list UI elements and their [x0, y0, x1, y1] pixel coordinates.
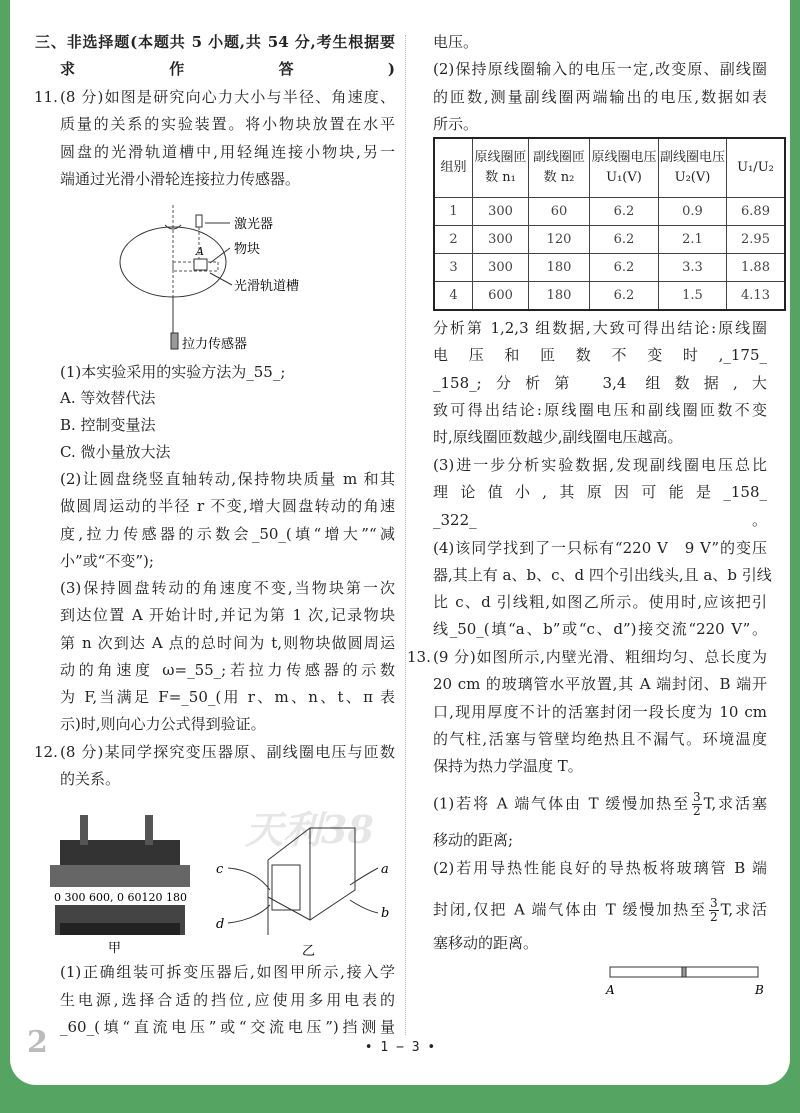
table-cell: 600 [473, 282, 529, 311]
text-line: 分析第 1,2,3 组数据,大致可得出结论:原线圈 [433, 319, 767, 337]
text-line: (2)若用导热性能良好的导热板将玻璃管 B 端 [433, 859, 767, 877]
page-number: • 1 − 3 • [364, 1040, 436, 1055]
watermark: 天利38 [245, 807, 374, 852]
table-header: 原线圈匝数 n₁ [473, 138, 529, 198]
centripetal-apparatus-figure [110, 205, 340, 355]
table-cell: 4.13 [727, 282, 786, 311]
table-row [434, 254, 785, 282]
text-line: 小”或“不变”); [60, 552, 154, 570]
text-line: 为 F,当满足 F=_50_(用 r、m、n、t、π 表 [60, 688, 395, 706]
text-line: (1)正确组装可拆变压器后,如图甲所示,接入学 [60, 963, 395, 981]
table-cell: 1 [434, 198, 473, 226]
table-cell: 6.2 [590, 226, 659, 254]
table-header: U₁/U₂ [727, 138, 786, 198]
fraction: $\frac{3}{2}$ [709, 896, 718, 924]
column-divider [405, 35, 406, 1035]
text-line: 线_50_(填“a、b”或“c、d”)接交流“220 V”。 [433, 620, 767, 638]
table-cell: 1.5 [659, 282, 727, 311]
table-cell: 6.2 [590, 282, 659, 311]
text-line: 的关系。 [60, 770, 121, 788]
transformer-figure [50, 805, 395, 960]
lead-c: c [216, 862, 224, 877]
table-header: 组别 [434, 138, 473, 198]
text-line: C. 微小量放大法 [60, 443, 171, 461]
text-line: 移动的距离; [433, 831, 514, 849]
text-line: 理论值小,其原因可能是_158_ [433, 483, 767, 501]
text-line: (1)若将 A 端气体由 T 缓慢加热至 $\frac{3}{2}$ T,求活塞 [433, 790, 767, 818]
text-line: (1)本实验采用的实验方法为_55_; [60, 363, 286, 381]
scale-label: 0 300 600, 0 60120 180 [54, 891, 187, 904]
groove-label: 光滑轨道槽 [234, 279, 300, 294]
text-line: 时,原线圈匝数越少,副线圈电压越高。 [433, 428, 683, 446]
text-line: 圆盘的光滑轨道槽中,用轻绳连接小物块,另一 [60, 143, 395, 161]
text-line: (3)进一步分析实验数据,发现副线圈电压总比 [433, 456, 767, 474]
text-line: (4)该同学找到了一只标有“220 V 9 V”的变压 [433, 539, 767, 557]
data-table [433, 137, 786, 311]
table-cell: 4 [434, 282, 473, 311]
text-line: 塞移动的距离。 [433, 934, 539, 952]
text-line: 端通过光滑小滑轮连接拉力传感器。 [60, 170, 301, 188]
text-line: 保持为热力学温度 T。 [433, 757, 583, 775]
table-cell: 300 [473, 254, 529, 282]
text-line: 所示。 [433, 115, 479, 133]
side-page-number: 2 [27, 1025, 48, 1060]
table-cell: 3 [434, 254, 473, 282]
table-header: 原线圈电压 U₁(V) [590, 138, 659, 198]
glass-tube-figure [600, 962, 770, 1002]
table-cell: 180 [529, 254, 590, 282]
text-line: 质量的关系的实验装置。将小物块放置在水平 [60, 115, 395, 133]
table-cell: 1.88 [727, 254, 786, 282]
text-line: 封闭,仅把 A 端气体由 T 缓慢加热至 $\frac{3}{2}$ T,求活 [433, 896, 767, 924]
table-cell: 180 [529, 282, 590, 311]
lead-b: b [381, 906, 390, 921]
table-cell: 2.1 [659, 226, 727, 254]
sensor-label: 拉力传感器 [182, 337, 248, 352]
text-line: (8 分)如图是研究向心力大小与半径、角速度、 [60, 88, 395, 106]
table-cell: 300 [473, 198, 529, 226]
text-line: _60_(填“直流电压”或“交流电压”)挡测量 [60, 1018, 395, 1036]
text-line: (9 分)如图所示,内壁光滑、粗细均匀、总长度为 [433, 648, 767, 666]
table-row [434, 198, 785, 226]
table-cell: 60 [529, 198, 590, 226]
text-line: 求作答) [60, 60, 395, 78]
question-number: 11. [34, 88, 58, 106]
end-b-label: B [755, 983, 764, 997]
table-row [434, 282, 785, 311]
text-line: 致可得出结论:原线圈电压和副线圈匝数不变 [433, 401, 767, 419]
point-a-label: A [196, 245, 204, 258]
laser-label: 激光器 [234, 217, 274, 232]
table-cell: 6.2 [590, 198, 659, 226]
text-line: (2)让圆盘绕竖直轴转动,保持物块质量 m 和其 [60, 470, 395, 488]
block-label: 物块 [234, 242, 261, 257]
question-number: 12. [34, 743, 58, 761]
table-cell: 300 [473, 226, 529, 254]
text-line: (3)保持圆盘转动的角速度不变,当物块第一次 [60, 579, 395, 597]
text-line: 度,拉力传感器的示数会_50_(填“增大”“减 [60, 525, 395, 543]
text-line: _322_。 [433, 511, 767, 529]
table-cell: 3.3 [659, 254, 727, 282]
text-line: A. 等效替代法 [60, 389, 156, 407]
table-cell: 2.95 [727, 226, 786, 254]
table-cell: 120 [529, 226, 590, 254]
text-line: 口,现用厚度不计的活塞封闭一段长度为 10 cm [433, 703, 767, 721]
text-line: 的匝数,测量副线圈两端输出的电压,数据如表 [433, 88, 767, 106]
lead-d: d [216, 917, 225, 932]
fig-jia-caption: 甲 [108, 941, 122, 956]
text-line: (2)保持原线圈输入的电压一定,改变原、副线圈 [433, 60, 767, 78]
text-line: 第 n 次到达 A 点的总时间为 t,则物块做圆周运 [60, 634, 395, 652]
lead-a: a [381, 862, 389, 877]
table-cell: 6.89 [727, 198, 786, 226]
fig-yi-caption: 乙 [302, 944, 316, 959]
table-header: 副线圈匝数 n₂ [529, 138, 590, 198]
text-line: 的气柱,活塞与管壁均绝热且不漏气。环境温度 [433, 730, 767, 748]
text-line: 电压和匝数不变时,_175_ [433, 346, 767, 364]
table-header: 副线圈电压 U₂(V) [659, 138, 727, 198]
text-line: 三、非选择题(本题共 5 小题,共 54 分,考生根据要 [35, 33, 395, 51]
table-cell: 0.9 [659, 198, 727, 226]
text-line: 电压。 [433, 33, 479, 51]
text-line: 示)时,则向心力公式得到验证。 [60, 715, 266, 733]
text-line: _158_;分析第 3,4 组数据,大 [433, 374, 767, 392]
table-cell: 6.2 [590, 254, 659, 282]
text-line: 生电源,选择合适的挡位,应使用多用电表的 [60, 991, 395, 1009]
table-cell: 2 [434, 226, 473, 254]
table-row [434, 226, 785, 254]
text-line: 到达位置 A 开始计时,并记为第 1 次,记录物块 [60, 606, 395, 624]
question-number: 13. [407, 648, 431, 666]
text-line: 比 c、d 引线粗,如图乙所示。使用时,应该把引 [433, 593, 767, 611]
end-a-label: A [606, 983, 615, 997]
text-line: 20 cm 的玻璃管水平放置,其 A 端封闭、B 端开 [433, 675, 767, 693]
text-line: 动的角速度 ω=_55_;若拉力传感器的示数 [60, 661, 395, 679]
fraction: $\frac{3}{2}$ [693, 790, 701, 818]
text-line: B. 控制变量法 [60, 416, 156, 434]
text-line: 器,其上有 a、b、c、d 四个引出线头,且 a、b 引线 [433, 566, 772, 584]
text-line: (8 分)某同学探究变压器原、副线圈电压与匝数 [60, 743, 395, 761]
text-line: 做圆周运动的半径 r 不变,增大圆盘转动的角速 [60, 497, 395, 515]
